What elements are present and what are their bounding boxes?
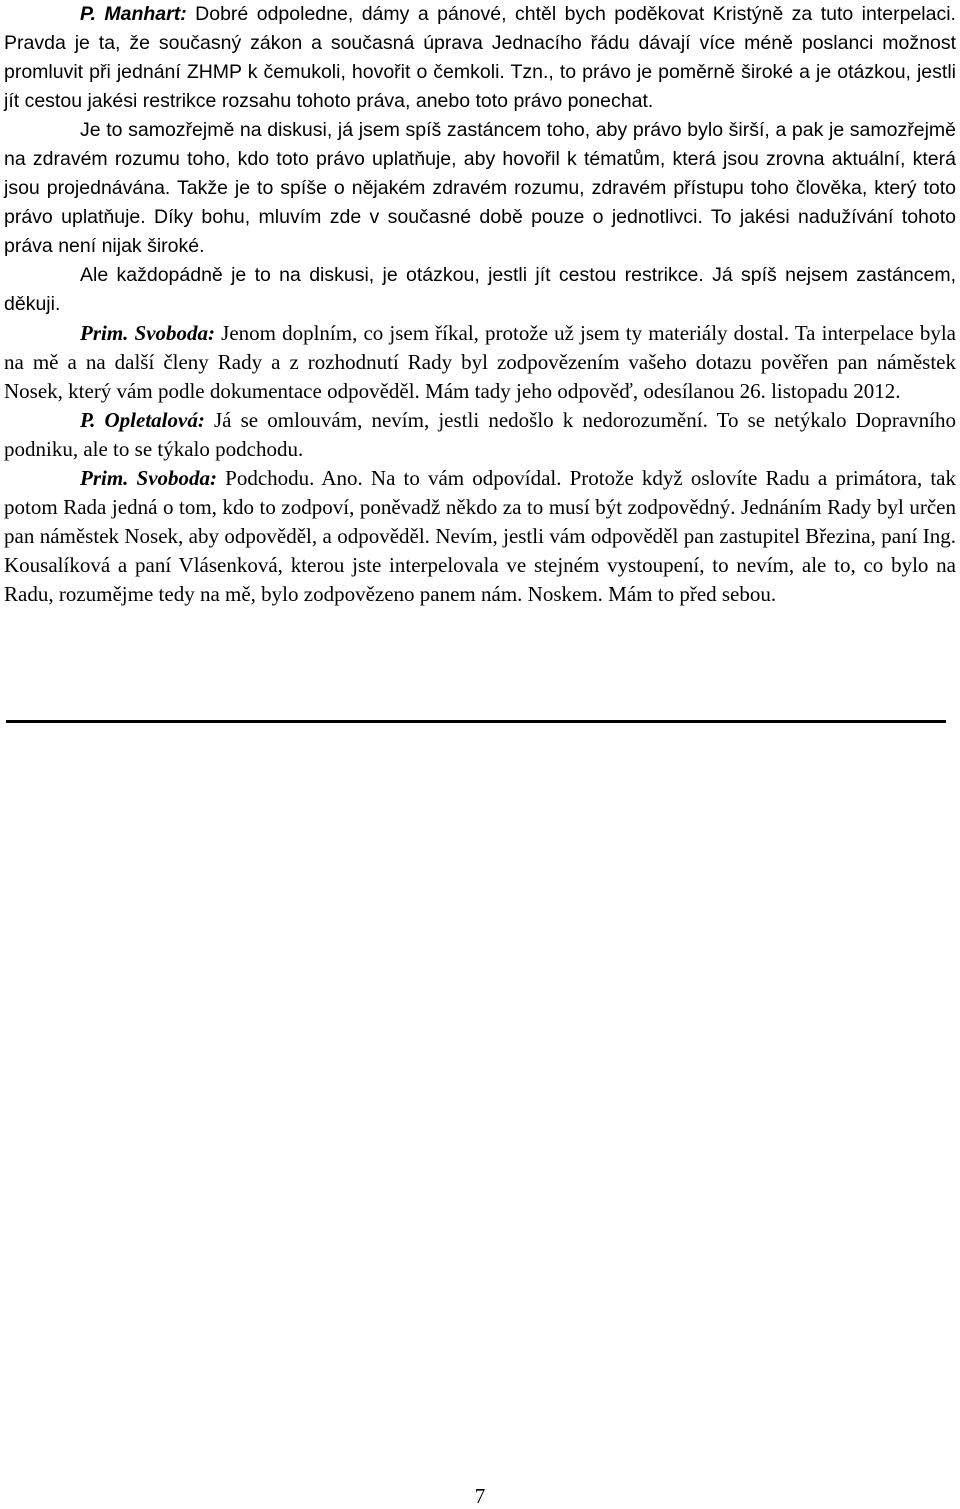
paragraph-text: Je to samozřejmě na diskusi, já jsem spíš zastáncem toho, aby právo bylo širší, a pak je samozřejmě na zdravém rozumu toho, kdo toto právo uplatňuje, aby hovořil k tématům, která jsou zrovna aktuální, která jsou projednávána. Takže je to spíše o nějakém zdravém rozumu, zdravém přístupu toho člověka, který toto právo uplatňuje. Díky bohu, mluvím zde v současné době pouze o jednotlivci. To jakési nadužívání tohoto práva není nijak široké.: [4, 119, 956, 257]
paragraph-manhart-continued: [4, 116, 956, 261]
page-number: 7: [474, 1484, 486, 1508]
document-page: [4, 0, 956, 1509]
paragraph-text: Ale každopádně je to na diskusi, je otázkou, jestli jít cestou restrikce. Já spíš nejsem zastáncem, děkuji.: [4, 264, 956, 315]
paragraph-text: Jenom doplním, co jsem říkal, protože už jsem ty materiály dostal. Ta interpelace byla na mě a na další členy Rady a z rozhodnutí Rady byl zodpovězením vašeho dotazu pověřen pan náměstek Nosek, který vám podle dokumentace odpověděl. Mám tady jeho odpověď, odesílanou 26. listopadu 2012.: [4, 321, 956, 403]
paragraph-svoboda-reply: [4, 464, 956, 609]
speaker-name: Prim. Svoboda:: [80, 321, 216, 345]
speaker-name: P. Manhart:: [80, 3, 187, 25]
speaker-name: P. Opletalová:: [80, 408, 205, 432]
paragraph-opletalova: [4, 406, 956, 464]
paragraph-manhart-closing: [4, 261, 956, 319]
paragraph-manhart: [4, 0, 956, 116]
speaker-name: Prim. Svoboda:: [80, 466, 218, 490]
paragraph-text: Podchodu. Ano. Na to vám odpovídal. Protože když oslovíte Radu a primátora, tak potom Rada jedná o tom, kdo to zodpoví, poněvadž někdo za to musí být zodpovědný. Jednáním Rady byl určen pan náměstek Nosek, aby odpověděl, a odpověděl. Nevím, jestli vám odpověděl pan zastupitel Březina, paní Ing. Kousalíková a paní Vlásenková, kterou jste interpelovala ve stejném vystoupení, to nevím, ale to, co bylo na Radu, rozumějme tedy na mě, bylo zodpovězeno panem nám. Noskem. Mám to před sebou.: [4, 466, 957, 606]
paragraph-text: Já se omlouvám, nevím, jestli nedošlo k nedorozumění. To se netýkalo Dopravního podniku, ale to se týkalo podchodu.: [4, 408, 956, 461]
horizontal-rule: [6, 720, 946, 723]
paragraph-text: Dobré odpoledne, dámy a pánové, chtěl bych poděkovat Kristýně za tuto interpelaci. Pravda je ta, že současný zákon a současná úprava Jednacího řádu dávají více méně poslanci možnost promluvit při jednání ZHMP k čemukoli, hovořit o čemkoli. Tzn., to právo je poměrně široké a je otázkou, jestli jít cestou jakési restrikce rozsahu tohoto práva, anebo toto právo ponechat.: [4, 3, 956, 112]
paragraph-svoboda: [4, 319, 956, 406]
